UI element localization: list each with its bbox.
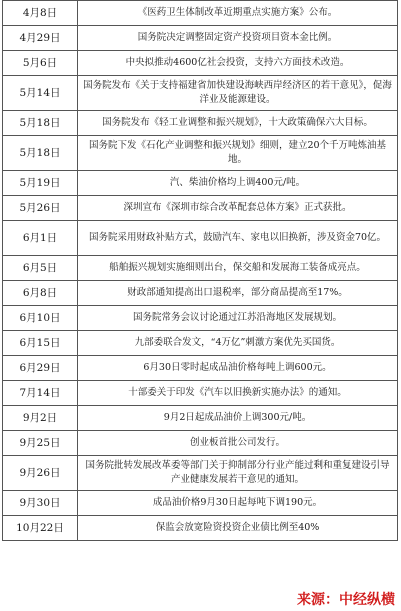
date-cell: 5月6日 <box>3 51 78 76</box>
event-cell: 国务院常务会议讨论通过江苏沿海地区发展规划。 <box>78 306 398 331</box>
event-cell: 中央拟推动4600亿社会投资，支持六方面技术改造。 <box>78 51 398 76</box>
event-cell: 汽、柴油价格均上调400元/吨。 <box>78 171 398 196</box>
date-cell: 6月10日 <box>3 306 78 331</box>
date-cell: 5月18日 <box>3 111 78 136</box>
table-row <box>3 26 398 51</box>
event-cell: 6月30日零时起成品油价格每吨上调600元。 <box>78 356 398 381</box>
event-cell: 创业板首批公司发行。 <box>78 431 398 456</box>
event-cell: 深圳宣布《深圳市综合改革配套总体方案》正式获批。 <box>78 196 398 221</box>
table-row <box>3 516 398 541</box>
source-watermark: 来源：中经纵横 <box>295 589 397 609</box>
table-row <box>3 256 398 281</box>
table-body <box>3 1 398 541</box>
date-cell: 10月22日 <box>3 516 78 541</box>
date-cell: 9月25日 <box>3 431 78 456</box>
date-cell: 5月19日 <box>3 171 78 196</box>
date-cell: 6月15日 <box>3 331 78 356</box>
event-cell: 保监会放宽险资投资企业债比例至40% <box>78 516 398 541</box>
event-cell: 船舶振兴规划实施细则出台，保交船和发展海工装备成亮点。 <box>78 256 398 281</box>
date-cell: 9月30日 <box>3 491 78 516</box>
event-cell: 九部委联合发文，“4万亿”刺激方案优先买国货。 <box>78 331 398 356</box>
event-cell: 十部委关于印发《汽车以旧换新实施办法》的通知。 <box>78 381 398 406</box>
date-cell: 9月26日 <box>3 456 78 491</box>
table-row <box>3 196 398 221</box>
event-cell: 财政部通知提高出口退税率，部分商品提高至17%。 <box>78 281 398 306</box>
table-row <box>3 331 398 356</box>
date-cell: 5月14日 <box>3 76 78 111</box>
table-row <box>3 431 398 456</box>
date-cell: 4月29日 <box>3 26 78 51</box>
event-cell: 国务院发布《轻工业调整和振兴规划》，十大政策确保六大目标。 <box>78 111 398 136</box>
event-cell: 国务院下发《石化产业调整和振兴规划》细则，建立20个千万吨炼油基地。 <box>78 136 398 171</box>
table-row <box>3 221 398 256</box>
table-row <box>3 306 398 331</box>
table-row <box>3 356 398 381</box>
table-row <box>3 111 398 136</box>
date-cell: 7月14日 <box>3 381 78 406</box>
date-cell: 6月1日 <box>3 221 78 256</box>
date-cell: 6月8日 <box>3 281 78 306</box>
table-row <box>3 406 398 431</box>
table-row <box>3 76 398 111</box>
table-row <box>3 1 398 26</box>
table-row <box>3 281 398 306</box>
table-row <box>3 136 398 171</box>
date-cell: 5月26日 <box>3 196 78 221</box>
event-cell: 国务院决定调整固定资产投资项目资本金比例。 <box>78 26 398 51</box>
table-row <box>3 456 398 491</box>
event-cell: 9月2日起成品油价上调300元/吨。 <box>78 406 398 431</box>
event-cell: 国务院发布《关于支持福建省加快建设海峡西岸经济区的若干意见》，促海洋业及能源建设。 <box>78 76 398 111</box>
date-cell: 6月29日 <box>3 356 78 381</box>
date-cell: 4月8日 <box>3 1 78 26</box>
event-cell: 《医药卫生体制改革近期重点实施方案》公布。 <box>78 1 398 26</box>
date-cell: 6月5日 <box>3 256 78 281</box>
event-cell: 成品油价格9月30日起每吨下调190元。 <box>78 491 398 516</box>
policy-timeline-table <box>2 0 398 541</box>
table-row <box>3 381 398 406</box>
date-cell: 5月18日 <box>3 136 78 171</box>
event-cell: 国务院批转发展改革委等部门关于抑制部分行业产能过剩和重复建设引导产业健康发展若干意见的通知。 <box>78 456 398 491</box>
table-row <box>3 491 398 516</box>
table-row <box>3 51 398 76</box>
table-row <box>3 171 398 196</box>
date-cell: 9月2日 <box>3 406 78 431</box>
event-cell: 国务院采用财政补贴方式，鼓励汽车、家电以旧换新，涉及资金70亿。 <box>78 221 398 256</box>
